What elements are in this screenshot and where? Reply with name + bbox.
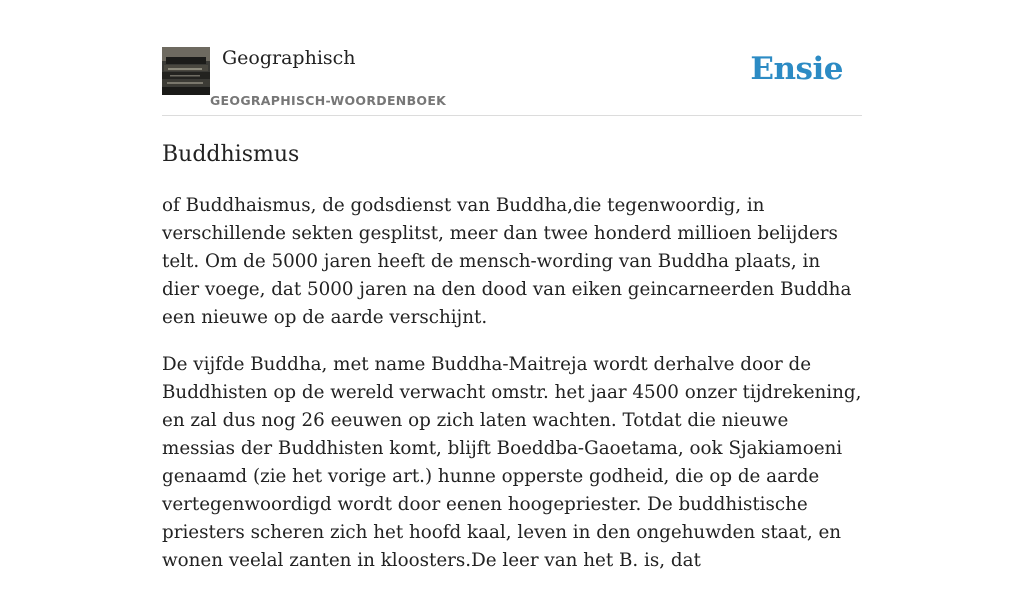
article-paragraph: of Buddhaismus, de godsdienst van Buddha,die tegenwoordig, in verschillende sekten gesplitst, meer dan twee honderd millioen belijders telt. Om de 5000 jaren heeft de mensch-wording van Buddha plaats, in dier voege, dat 5000 jaren na den dood van eiken geincarneerden Buddha een nieuwe op de aarde verschijnt. — [162, 195, 852, 328]
article-body — [162, 192, 862, 594]
book-spines-icon — [162, 47, 210, 95]
source-avatar[interactable] — [162, 47, 210, 95]
content-column — [162, 0, 862, 571]
article-title: Buddhismus — [162, 142, 300, 167]
article-paragraph: De vijfde Buddha, met name Buddha-Maitreja wordt derhalve door de Buddhisten op de wereld verwacht omstr. het jaar 4500 onzer tijdrekening, en zal dus nog 26 eeuwen op zich laten wachten. Totdat die nieuwe messias der Buddhisten komt, blijft Boeddba-Gaoetama, ook Sjakiamoeni genaamd (zie het vorige art.) hunne opperste godheid, die op de aarde vertegenwoordigd wordt door eenen hoogepriester. De buddhistische priesters scheren zich het hoofd kaal, leven in den ongehuwden staat, en wonen veelal zanten in kloosters.De leer van het B. is, dat — [162, 354, 862, 571]
source-name[interactable]: Geographisch — [222, 47, 356, 69]
source-slug[interactable]: GEOGRAPHISCH-WOORDENBOEK — [210, 93, 447, 108]
ensie-logo[interactable]: Ensie — [750, 51, 843, 87]
source-header — [162, 0, 862, 116]
